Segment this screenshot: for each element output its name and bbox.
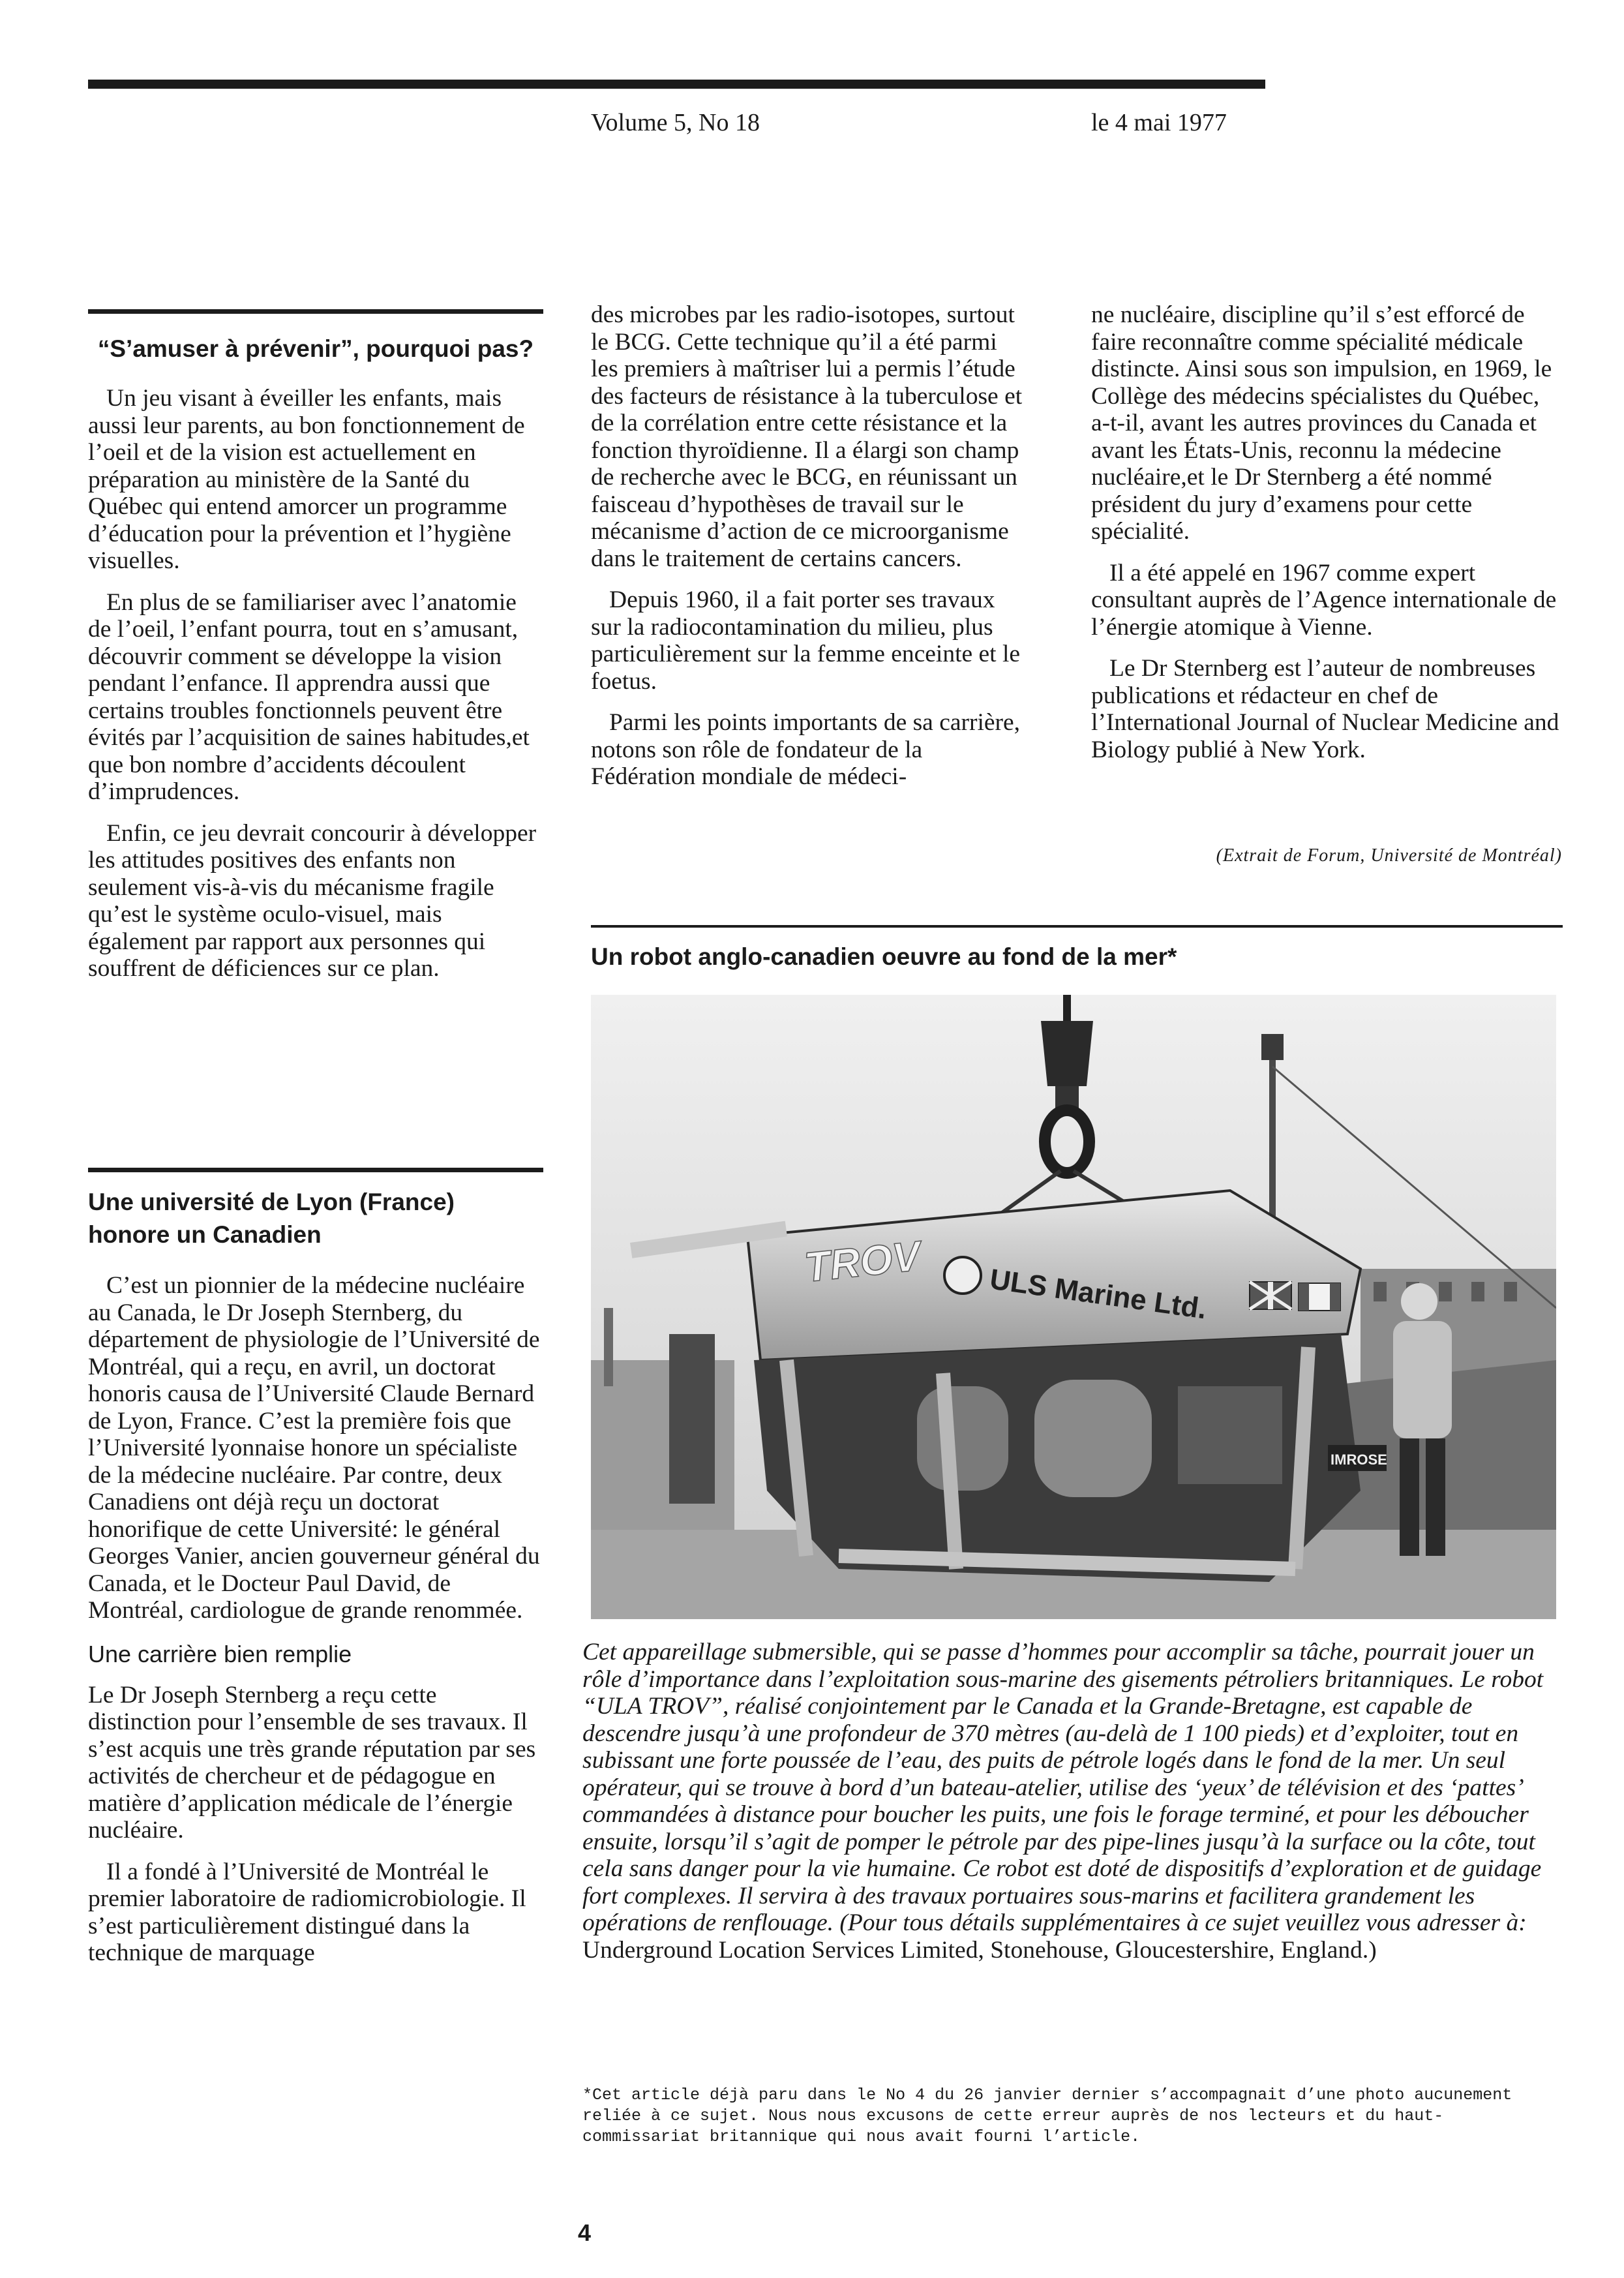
paragraph: ne nucléaire, discipline qu’il s’est efforcé de faire reconnaître comme spécialité médicale distincte. Ainsi sous son impulsion, en 1969, le Collège des médecins spécialistes du Québec, a-t-il, avant les autres provinces du Canada et avant les États-Unis, reconnu la médecine nucléaire,et le Dr Sternberg a été nommé président du jury d’examens pour cette spécialité.	[1091, 301, 1552, 545]
article-rule	[88, 309, 543, 314]
paragraph: Enfin, ce jeu devrait concourir à développer les attitudes positives des enfants non seulement vis-à-vis du mécanisme fragile qu’est le système oculo-visuel, mais également par rapport aux personnes qui souffrent de déficiences sur ce plan.	[88, 819, 537, 982]
paragraph: Un jeu visant à éveiller les enfants, mais aussi leur parents, au bon fonctionnement de l’oeil et de la vision est actuellement en préparation au ministère de la Santé du Québec qui entend amorcer un programme d’éducation pour la prévention et l’hygiène visuelles.	[88, 385, 525, 574]
paragraph: Parmi les points importants de sa carrière, notons son rôle de fondateur de la Fédération mondiale de médeci-	[591, 709, 1021, 790]
paragraph: Le Dr Sternberg est l’auteur de nombreuses publications et rédacteur en chef de l’International Journal of Nuclear Medicine and Biology publié à New York.	[1091, 655, 1559, 763]
section-subhead: Une carrière bien remplie	[88, 1640, 352, 1667]
article-footnote: *Cet article déjà paru dans le No 4 du 26 janvier dernier s’accompagnait d’une photo aucunement reliée à ce sujet. Nous nous excusons de cette erreur auprès de nos lecteurs et du haut-commissariat britannique qui nous avait fourni l’article.	[582, 2086, 1512, 2146]
paragraph: des microbes par les radio-isotopes, surtout le BCG. Cette technique qu’il a été parmi les premiers à maîtriser lui a permis l’étude des facteurs de résistance à la tuberculose et de la corrélation entre cette résistance et la fonction thyroïdienne. Il a élargi son champ de recherche avec le BCG, en réunissant un faisceau d’hypothèses de travail sur le mécanisme d’action de ce microorganisme dans le traitement de certains cancers.	[591, 301, 1023, 572]
photo-caption	[582, 1639, 1561, 1964]
submersible-photo	[591, 995, 1556, 1619]
article-title-vision: “S’amuser à prévenir”, pourquoi pas?	[97, 335, 534, 362]
article-body-lyon-col2	[591, 301, 1028, 805]
torn-corner	[1265, 0, 1624, 98]
title-line: honore un Canadien	[88, 1221, 322, 1248]
paragraph: Le Dr Joseph Sternberg a reçu cette distinction pour l’ensemble de ses travaux. Il s’est acquis une très grande réputation par ses activités de chercheur et de pédagogue en matière d’application médicale de l’énergie nucléaire.	[88, 1681, 536, 1844]
caption-text: Cet appareillage submersible, qui se passe d’hommes pour accomplir sa tâche, pourrait jouer un rôle d’importance dans l’exploitation sous-marine des gisements pétroliers britanniques. Le robot “ULA TROV”, réalisé conjointement par le Canada et la Grande-Bretagne, est capable de descendre jusqu’à une profondeur de 370 mètres (au-delà de 1 100 pieds) et d’exploiter, tout en subissant une forte poussée de l’eau, des puits de pétrole logés dans le fond de la mer. Un seul opérateur, qui se trouve à bord d’un bateau-atelier, utilise des ‘yeux’ de télévision et des ‘pattes’ commandées à distance pour boucher les puits, une fois le forage terminé, et pour les déboucher ensuite, lorsqu’il s’agit de pomper le pétrole par des pipe-lines jusqu’à la surface ou la côte, tout cela sans danger pour la vie humaine. Ce robot est doté de dispositifs d’exploration et de guidage fort complexes. Il servira à des travaux portuaires sous-marins et facilitera grandement les opérations de renflouage. (Pour tous détails supplémentaires à ce sujet veuillez vous adresser à:	[582, 1639, 1544, 1936]
article-title-lyon	[88, 1186, 543, 1251]
article-body-lyon-col3	[1091, 301, 1561, 778]
paragraph: Depuis 1960, il a fait porter ses travaux sur la radiocontamination du milieu, plus particulièrement sur la femme enceinte et le foetus.	[591, 586, 1021, 695]
article-rule	[88, 1168, 543, 1172]
article-body-vision	[88, 385, 543, 997]
paragraph: Il a été appelé en 1967 comme expert consultant auprès de l’Agence internationale de l’énergie atomique à Vienne.	[1091, 559, 1557, 641]
article-title-robot: Un robot anglo-canadien oeuvre au fond de la mer*	[591, 943, 1177, 970]
page-number: 4	[578, 2219, 592, 2246]
title-line: Une université de Lyon (France)	[88, 1189, 455, 1215]
paragraph: En plus de se familiariser avec l’anatomie de l’oeil, l’enfant pourra, tout en s’amusant, découvrir comment se développe la vision pendant l’enfance. Il apprendra aussi que certains troubles fonctionnels peuvent être évités par l’acquisition de saines habitudes,et que bon nombre d’accidents découlent d’imprudences.	[88, 588, 530, 805]
top-rule	[88, 80, 1308, 89]
article-source: (Extrait de Forum, Université de Montréal)	[1216, 845, 1562, 866]
photo-label-trov: TROV	[802, 1232, 923, 1291]
photo-label-company: ULS Marine Ltd.	[987, 1263, 1209, 1326]
article-body-lyon-col1	[88, 1272, 543, 1981]
article-rule	[591, 925, 1563, 928]
paragraph: C’est un pionnier de la médecine nucléaire au Canada, le Dr Joseph Sternberg, du département de physiologie de l’Université de Montréal, qui a reçu, en avril, un doctorat honoris causa de l’Université Claude Bernard de Lyon, France. C’est la première fois que l’Université lyonnaise honore un spécialiste de la médecine nucléaire. Par contre, deux Canadiens ont déjà reçu un doctorat honorifique de cette Université: le général Georges Vanier, ancien gouverneur général du Canada, et le Docteur Paul David, de Montréal, cardiologue de grande renommée.	[88, 1272, 540, 1624]
volume-number: Volume 5, No 18	[591, 109, 760, 136]
paragraph: Il a fondé à l’Université de Montréal le premier laboratoire de radiomicrobiologie. Il s’est particulièrement distingué dans la technique de marquage	[88, 1858, 526, 1966]
issue-date: le 4 mai 1977	[1091, 109, 1227, 136]
photo-label-hull: IMROSE	[1331, 1451, 1387, 1468]
caption-address: Underground Location Services Limited, Stonehouse, Gloucestershire, England.)	[582, 1936, 1377, 1964]
